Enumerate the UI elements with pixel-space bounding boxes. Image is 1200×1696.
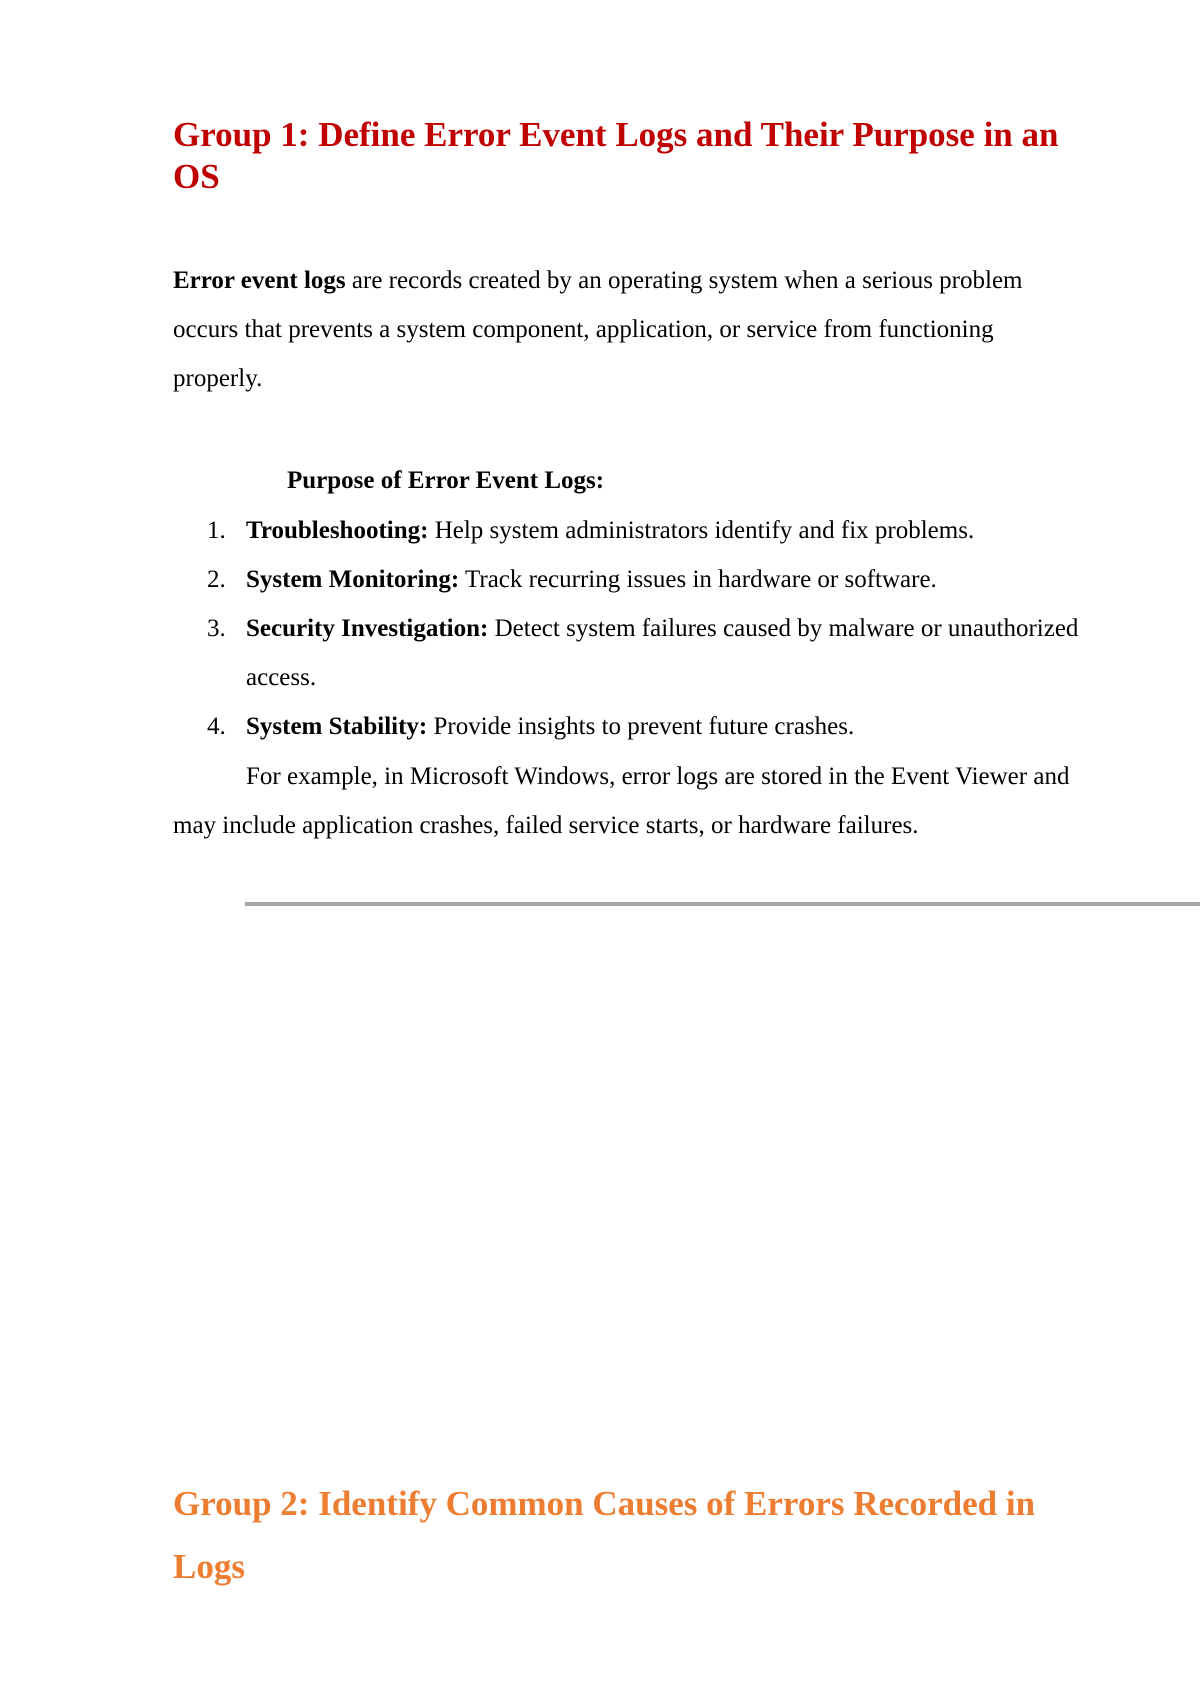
purpose-list bbox=[173, 506, 1088, 751]
intro-paragraph bbox=[173, 256, 1088, 403]
example-paragraph: For example, in Microsoft Windows, error logs are stored in the Event Viewer and may include application crashes, failed service starts, or hardware failures. bbox=[173, 763, 1070, 839]
list-number: 4. bbox=[207, 713, 226, 740]
purpose-title: Purpose of Error Event Logs: bbox=[287, 467, 605, 494]
purpose-item-system-stability bbox=[173, 702, 1088, 751]
intro-text: are records created by an operating system when a serious problem occurs that prevents a system component, application, or service from functioning properly. bbox=[173, 267, 1023, 392]
list-number: 3. bbox=[207, 615, 226, 642]
purpose-item-system-monitoring bbox=[173, 555, 1088, 604]
purpose-item-troubleshooting bbox=[173, 506, 1088, 555]
list-number: 2. bbox=[207, 566, 226, 593]
intro-term: Error event logs bbox=[173, 267, 346, 294]
purpose-term: System Stability: bbox=[246, 713, 428, 740]
purpose-text: Provide insights to prevent future crashes. bbox=[427, 713, 855, 740]
purpose-term: System Monitoring: bbox=[246, 566, 460, 593]
purpose-text: Track recurring issues in hardware or software. bbox=[459, 566, 937, 593]
purpose-text: Detect system failures caused by malware or unauthorized access. bbox=[246, 615, 1079, 691]
purpose-text: Help system administrators identify and fix problems. bbox=[428, 517, 975, 544]
purpose-term: Security Investigation: bbox=[246, 615, 489, 642]
purpose-item-security-investigation bbox=[173, 604, 1088, 702]
list-number: 1. bbox=[207, 517, 226, 544]
purpose-term: Troubleshooting: bbox=[246, 517, 429, 544]
horizontal-divider bbox=[245, 902, 1200, 906]
section2-heading: Group 2: Identify Common Causes of Errors Recorded in Logs bbox=[173, 1484, 1036, 1586]
section1-heading: Group 1: Define Error Event Logs and Their Purpose in an OS bbox=[173, 115, 1059, 196]
